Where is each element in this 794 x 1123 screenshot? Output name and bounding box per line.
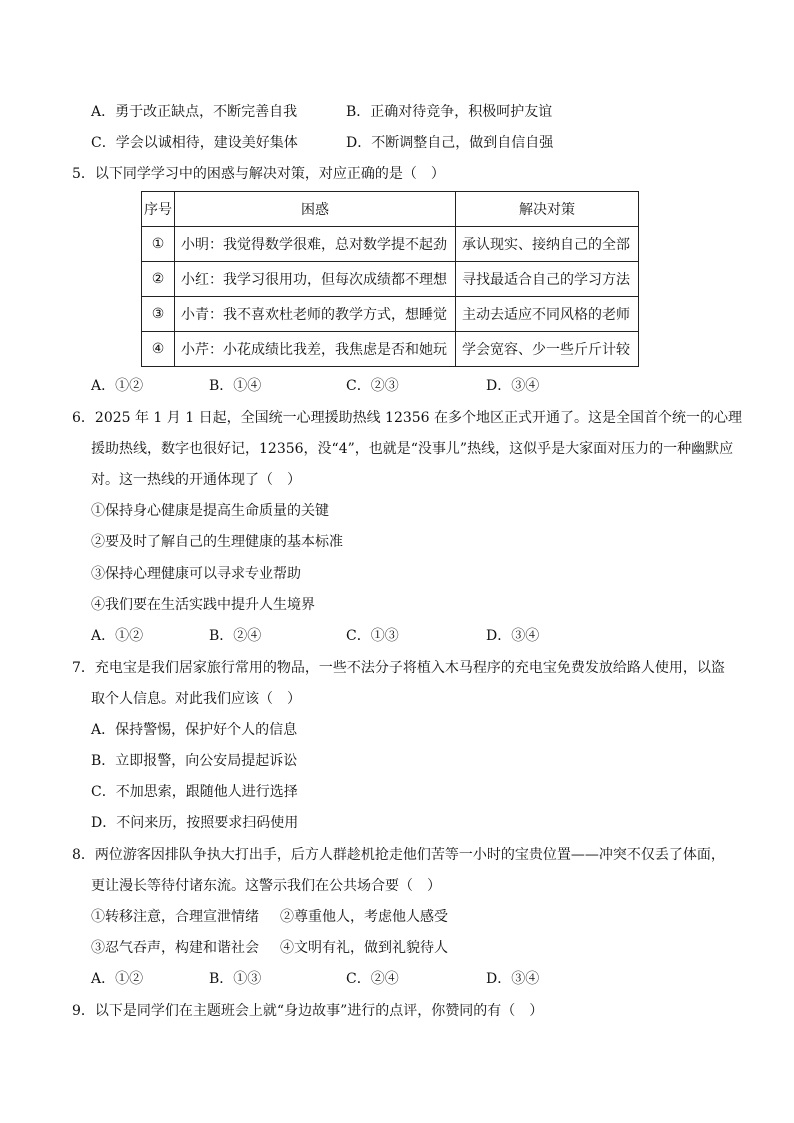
q7-option-d: D．不问来历，按照要求扫码使用	[91, 815, 299, 831]
row-confusion: 小芹：小花成绩比我差，我焦虑是否和她玩	[175, 332, 456, 367]
row-number: ②	[142, 262, 175, 297]
q8-option-d: D．③④	[486, 971, 540, 987]
q9-stem: 9．以下是同学们在主题班会上就“身边故事”进行的点评，你赞同的有（ ）	[72, 1003, 544, 1019]
q5-stem: 5．以下同学学习中的困惑与解决对策，对应正确的是（ ）	[72, 166, 445, 182]
q8-stem-line-1: 8．两位游客因排队争执大打出手，后方人群趁机抢走他们苦等一小时的宝贵位置——冲突不仅丢了体面，	[72, 847, 725, 863]
q8-item-2: ②尊重他人，考虑他人感受	[280, 909, 448, 925]
row-confusion: 小明：我觉得数学很难，总对数学提不起劲	[175, 227, 456, 262]
q7-stem-line-2: 取个人信息。对此我们应该（ ）	[91, 691, 301, 707]
row-number: ④	[142, 332, 175, 367]
q4-option-d: D．不断调整自己，做到自信自强	[346, 135, 554, 151]
q6-item-2: ②要及时了解自己的生理健康的基本标准	[91, 534, 343, 550]
q4-option-a: A．勇于改正缺点，不断完善自我	[91, 104, 298, 120]
row-solution: 承认现实、接纳自己的全部	[456, 227, 639, 262]
q8-item-1: ①转移注意，合理宣泄情绪	[91, 909, 259, 925]
row-confusion: 小红：我学习很用功，但每次成绩都不理想	[175, 262, 456, 297]
q5-option-d: D．③④	[486, 378, 540, 394]
table-row	[142, 297, 639, 332]
table-row	[142, 332, 639, 367]
row-confusion: 小青：我不喜欢杜老师的教学方式，想睡觉	[175, 297, 456, 332]
q5-table	[141, 191, 639, 367]
table-header-row	[142, 192, 639, 227]
q6-option-c: C．①③	[346, 628, 399, 644]
q6-stem-line-1: 6．2025 年 1 月 1 日起，全国统一心理援助热线 12356 在多个地区正式开通了。这是全国首个统一的心理	[72, 410, 743, 426]
q8-option-c: C．②④	[346, 971, 399, 987]
q8-item-3: ③忍气吞声，构建和谐社会	[91, 940, 259, 956]
q5-option-c: C．②③	[346, 378, 399, 394]
q6-item-4: ④我们要在生活实践中提升人生境界	[91, 597, 315, 613]
q6-stem-line-2: 援助热线，数字也很好记，12356，没“4”，也就是“没事儿”热线，这似乎是大家面对压力的一种幽默应	[91, 441, 734, 457]
header-cell-solution: 解决对策	[456, 192, 639, 227]
q8-option-b: B．①③	[209, 971, 262, 987]
q6-option-b: B．②④	[209, 628, 262, 644]
q7-option-c: C．不加思索，跟随他人进行选择	[91, 784, 298, 800]
q8-option-a: A．①②	[91, 971, 144, 987]
q6-stem-line-3: 对。这一热线的开通体现了（ ）	[91, 472, 301, 488]
header-cell-confusion: 困惑	[175, 192, 456, 227]
row-solution: 主动去适应不同风格的老师	[456, 297, 639, 332]
q8-item-4: ④文明有礼，做到礼貌待人	[280, 940, 448, 956]
q7-option-a: A．保持警惕，保护好个人的信息	[91, 722, 298, 738]
q7-option-b: B．立即报警，向公安局提起诉讼	[91, 753, 298, 769]
q7-stem-line-1: 7．充电宝是我们居家旅行常用的物品，一些不法分子将植入木马程序的充电宝免费发放给路人使用，以盗	[72, 660, 725, 676]
q6-item-1: ①保持身心健康是提高生命质量的关键	[91, 503, 329, 519]
q4-option-b: B．正确对待竞争，积极呵护友谊	[346, 104, 553, 120]
q5-option-b: B．①④	[209, 378, 262, 394]
q6-option-a: A．①②	[91, 628, 144, 644]
row-solution: 学会宽容、少一些斤斤计较	[456, 332, 639, 367]
q4-option-c: C．学会以诚相待，建设美好集体	[91, 135, 298, 151]
table-row	[142, 227, 639, 262]
q6-item-3: ③保持心理健康可以寻求专业帮助	[91, 566, 301, 582]
q8-stem-line-2: 更让漫长等待付诸东流。这警示我们在公共场合要（ ）	[91, 878, 441, 894]
row-number: ①	[142, 227, 175, 262]
q5-option-a: A．①②	[91, 378, 144, 394]
header-cell-number: 序号	[142, 192, 175, 227]
table-row	[142, 262, 639, 297]
row-number: ③	[142, 297, 175, 332]
row-solution: 寻找最适合自己的学习方法	[456, 262, 639, 297]
q6-option-d: D．③④	[486, 628, 540, 644]
